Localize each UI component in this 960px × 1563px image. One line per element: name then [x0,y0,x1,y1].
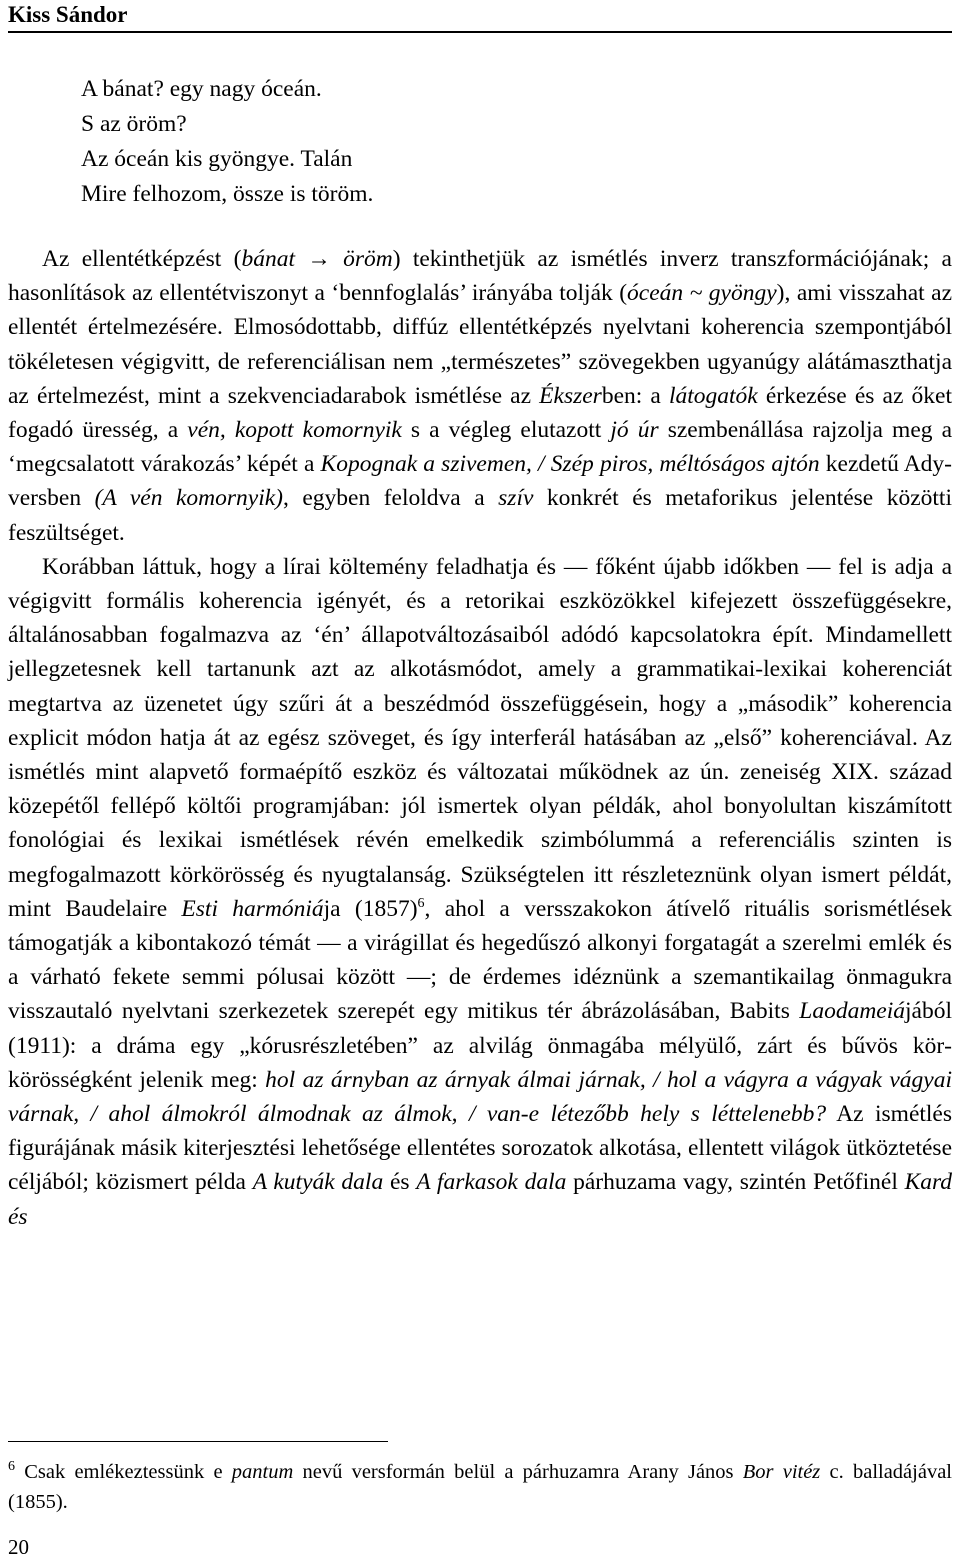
text-run: ) tekinthetjük az ismétlés inverz transzformációjának; a hasonlítások az ellentétviszonyt a ‘bennfoglalás’ irányába tolják ( [8,246,952,307]
poem-line: Az óceán kis gyöngye. Talán [81,146,353,172]
poem-line: Mire felhozom, össze is töröm. [81,181,374,207]
text-run: ja (1857) [323,895,418,922]
text-run: s a végleg elutazott [401,417,611,444]
italic-run: Kopognak a szivemen, / Szép piros, méltóságos ajtón [320,451,820,478]
text-run: érkezése és az őket fogadó üresség, a [8,382,952,444]
paragraph [8,550,952,1234]
italic-run: (A vén komornyik) [94,485,283,512]
text-run: ben: a [601,382,669,409]
text-run: jából (1911): a dráma egy „kórusrészletében” az alvilág önmagába mélyülő, zárt és bűvös körkörösségként jelenik meg: [8,998,952,1093]
text-run: Az ismétlés figurájának másik kiterjesztési lehetősége ellentétes sorozatok alkotása, ellentett világok ütköztetése céljából; közismert példa [8,1101,953,1196]
running-header [8,0,952,33]
author-name: Kiss Sándor [8,2,128,27]
text-run: , ahol a versszakokon átívelő rituális sorismétlések támogatják a kibontakozó témát — a virágillat és hegedűszó alkonyi forgatagát a szerelmi emlék és a várható fekete semmi pólusai között —; de érdemes idéznünk a szemantikailag önmagukra visszautaló nyelvtani szerkezetek szerepét egy mitikus tér ábrázolásában, Babits [8,895,952,1025]
page-number: 20 [8,1535,29,1559]
italic-run: szív [498,485,534,512]
italic-run: A kutyák dala [252,1169,384,1196]
poem-line: S az öröm? [81,111,187,137]
italic-run: óceán ~ gyöngy [627,280,777,307]
body-text [8,242,952,1234]
text-run: ), ami visszahat az ellentét értelmezésére. Elmosódottabb, diffúz ellentétképzés nyelvtani koherencia szempontjából tökéletesen végigvitt, de referenciálisan nem „természetes” szövegekben ugyanúgy alátámaszthatja az értelmezést, mint a szekvenciadarabok ismétlése az [8,280,953,409]
footnote-marker: 6 [8,1459,15,1475]
text-run: kezdetű Ady-versben [8,451,952,512]
italic-run: bánat → öröm [241,246,393,272]
text-run: párhuzama vagy, szintén Petőfinél [566,1169,905,1196]
paragraph [8,242,952,550]
italic-run: vén, kopott komornyik [187,417,402,444]
footnote-marker: 6 [417,896,425,912]
text-run: Csak emlékeztessünk e [15,1461,232,1483]
italic-run: Laodameiá [799,998,905,1025]
italic-run: hol az árnyban az árnyak álmai járnak, / hol a vágyra a vágyak vágyai várnak, / ahol álmokról álmodnak az álmok, / van-e létezőbb hely s léttelenebb? [8,1066,953,1128]
text-run: Az ellentétképzést ( [42,246,242,272]
italic-run: Bor vitéz [742,1461,821,1483]
italic-run: jó úr [610,417,659,444]
footnote-rule [8,1441,388,1442]
italic-run: Esti harmóniá [181,895,324,922]
italic-run: Ékszer [539,382,602,409]
poem-quote [81,72,373,212]
italic-run: A farkasok dala [416,1169,567,1196]
text-run: c. balladájával (1855). [8,1461,952,1513]
text-run: és [383,1169,417,1196]
italic-run: Kard és [8,1169,953,1230]
text-run: konkrét és metaforikus jelentése közötti feszültséget. [8,485,952,546]
poem-line: A bánat? egy nagy óceán. [81,76,322,102]
text-run: szembenállása rajzolja meg a ‘megcsalatott várakozás’ képét a [8,417,953,478]
italic-run: látogatók [668,382,758,409]
text-run: Korábban láttuk, hogy a lírai költemény feladhatja és — főként újabb időkben — fel is adja a végigvitt formális koherencia igényét, és a retorikai eszközökkel kifejezett összefüggésekre, általánosabban fogalmazva az ‘én’ állapotváltozásaiból adódó kapcsolatokra épít. Mindamellett jellegzetesnek kell tartanunk azt az alkotásmódot, amely a grammatikai-lexikai koherenciát megtartva az üzenetet úgy szűri át a beszédmód összefüggésein, hogy a „második” koherencia explicit módon hatja át az egész szöveget, és így interferál hatásában az „első” koherenciával. Az ismétlés mint alapvető formaépítő eszköz és változatai működnek az ún. zeneiség XIX. század közepétől fellépő költői programjában: jól ismertek olyan példák, ahol bonyolultan kiszámított fonológiai és lexikai ismétlések révén emelkedik szimbólummá a referenciális szinten is megfogalmazott körkörösség és nyugtalanság. Szükségtelen itt részleteznünk olyan ismert példát, mint Baudelaire [8,553,952,922]
text-run: nevű versformán belül a párhuzamra Arany János [293,1461,743,1483]
footnote [8,1457,952,1517]
text-run: , egyben feloldva a [282,485,499,512]
italic-run: pantum [231,1461,294,1483]
